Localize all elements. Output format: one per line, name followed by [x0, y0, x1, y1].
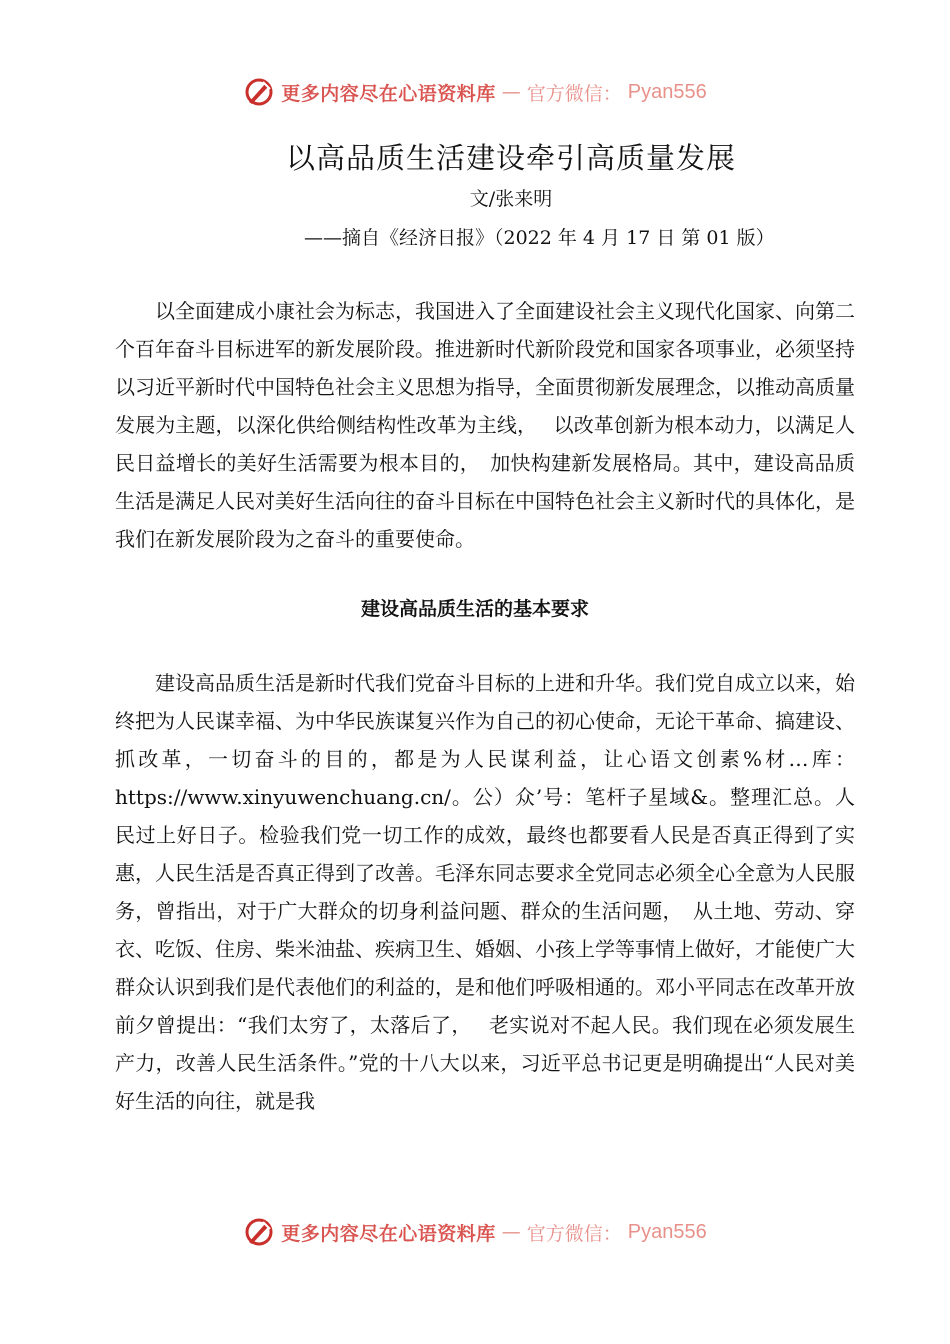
pen-logo-icon	[243, 1216, 275, 1248]
banner-separator: —	[501, 81, 521, 103]
banner-wechat-label: 官方微信：	[526, 1222, 622, 1245]
banner-wechat-id: Pyan556	[627, 80, 707, 103]
banner-wechat-id: Pyan556	[627, 1220, 707, 1243]
article-title: 以高品质生活建设牵引高质量发展	[285, 141, 736, 175]
header-banner	[0, 72, 950, 112]
banner-text: 更多内容尽在心语资料库	[281, 1222, 496, 1245]
banner-text: 更多内容尽在心语资料库	[281, 82, 496, 105]
pen-logo-icon	[243, 76, 275, 108]
banner-wechat-label: 官方微信：	[526, 82, 622, 105]
footer-banner	[0, 1212, 950, 1252]
article-source: ——摘自《经济日报》（2022 年 4 月 17 日 第 01 版）	[304, 227, 775, 249]
banner-separator: —	[501, 1221, 521, 1243]
section-heading: 建设高品质生活的基本要求	[360, 598, 589, 620]
section-paragraph: 建设高品质生活是新时代我们党奋斗目标的上进和升华。我们党自成立以来，始终把为人民谋幸福、为中华民族谋复兴作为自己的初心使命，无论干革命、搞建设、抓改革，一切奋斗的目的，都是为人民谋利益，让心语文创素%材…库：https://www.xinyuwenchuang.cn/。公）众’号：笔杆子星域&。整理汇总。人民过上好日子。检验我们党一切工作的成效，最终也都要看人民是否真正得到了实惠，人民生活是否真正得到了改善。毛泽东同志要求全党同志必须全心全意为人民服务，曾指出，对于广大群众的切身利益问题、群众的生活问题， 从土地、劳动、穿衣、吃饭、住房、柴米油盐、疾病卫生、婚姻、小孩上学等事情上做好，才能使广大群众认识到我们是代表他们的利益的，是和他们呼吸相通的。邓小平同志在改革开放前夕曾提出：“我们太穷了，太落后了， 老实说对不起人民。我们现在必须发展生产力，改善人民生活条件。”党的十八大以来，习近平总书记更是明确提出“人民对美好生活的向往，就是我	[115, 671, 855, 1113]
intro-paragraph: 以全面建成小康社会为标志，我国进入了全面建设社会主义现代化国家、向第二个百年奋斗目标进军的新发展阶段。推进新时代新阶段党和国家各项事业，必须坚持以习近平新时代中国特色社会主义思想为指导，全面贯彻新发展理念，以推动高质量发展为主题，以深化供给侧结构性改革为主线， 以改革创新为根本动力，以满足人民日益增长的美好生活需要为根本目的， 加快构建新发展格局。其中，建设高品质生活是满足人民对美好生活向往的奋斗目标在中国特色社会主义新时代的具体化，是我们在新发展阶段为之奋斗的重要使命。	[115, 299, 855, 551]
article-author: 文/张来明	[469, 188, 553, 210]
